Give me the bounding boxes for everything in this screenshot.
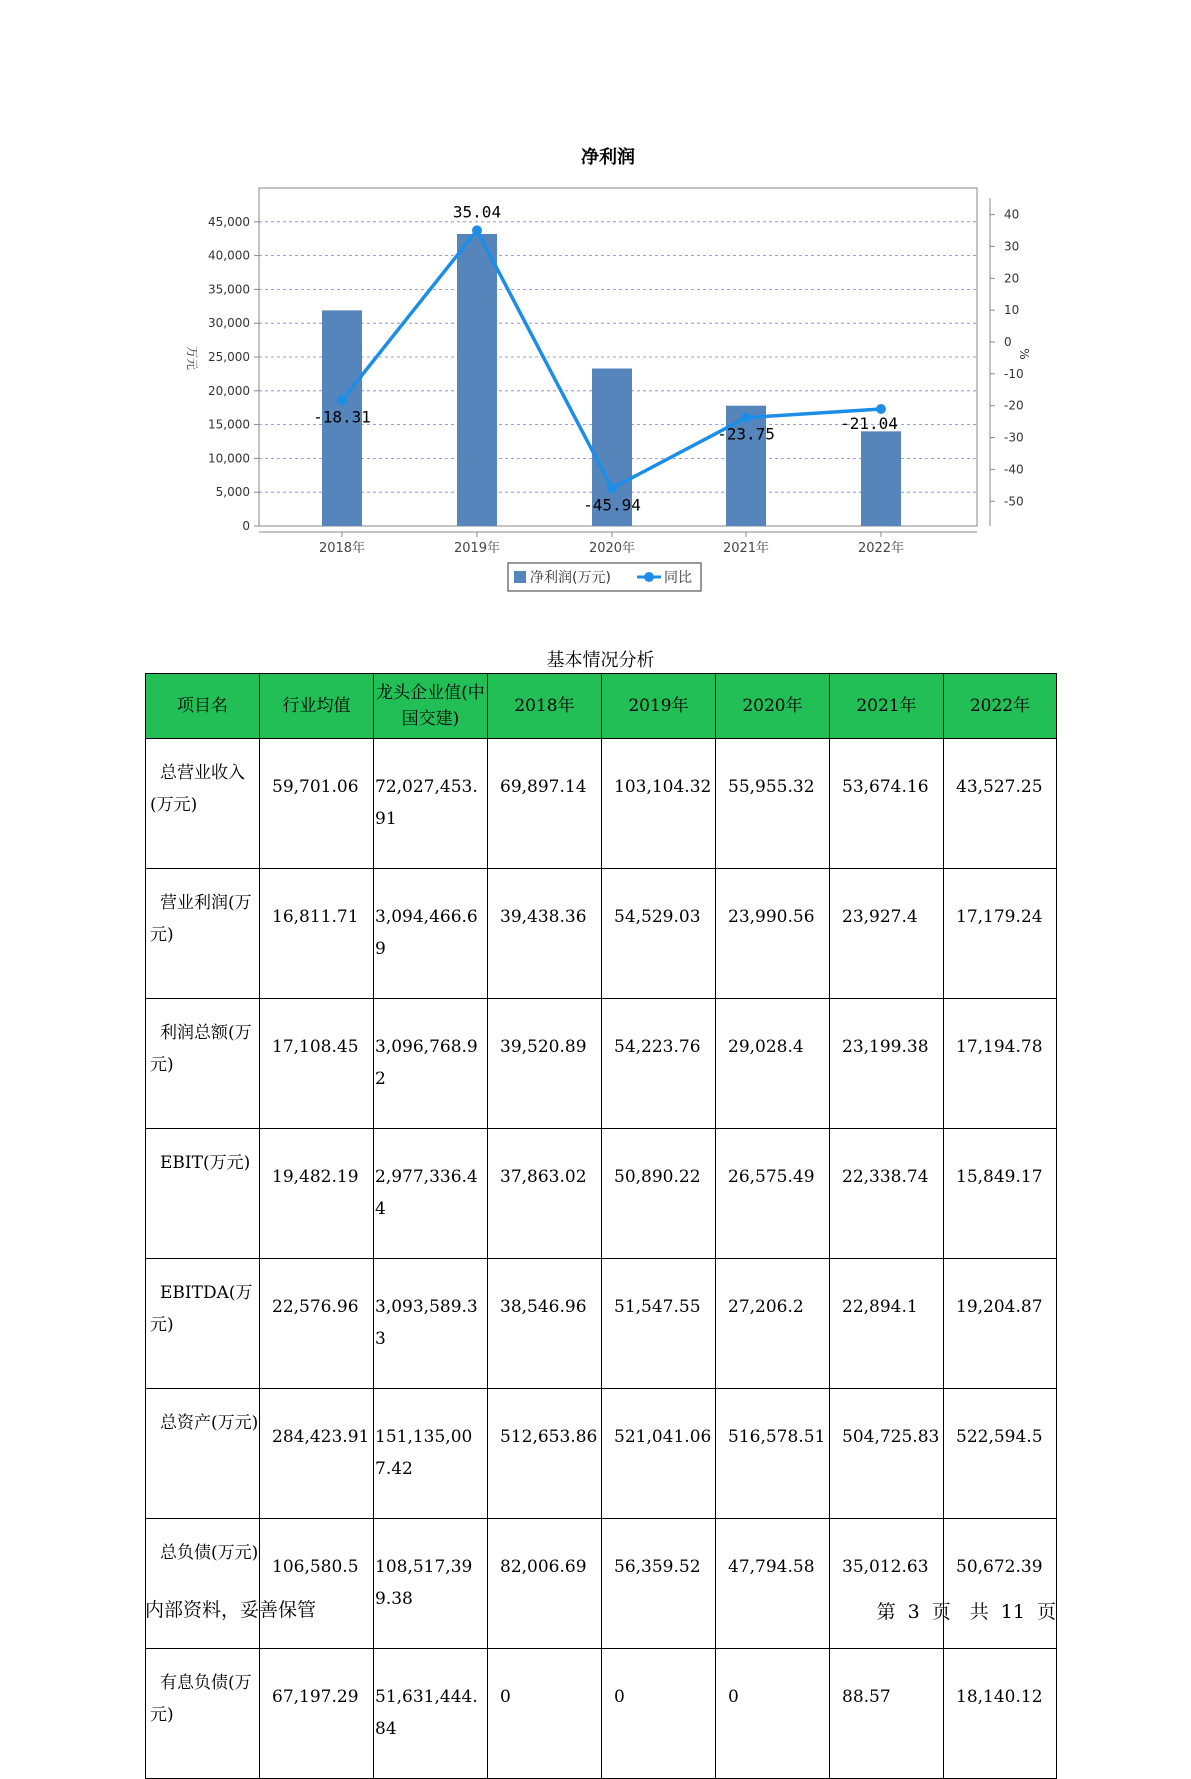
yoy-data-label: -18.31	[313, 407, 371, 427]
table-row	[146, 1129, 1057, 1259]
right-axis-tick-label: 30	[1004, 239, 1020, 254]
left-axis-tick-label: 15,000	[208, 417, 250, 432]
category-label: 2021年	[722, 541, 770, 556]
left-axis-tick-label: 35,000	[208, 282, 250, 297]
table-row	[146, 1519, 1057, 1649]
value-cell: 54,223.76	[602, 999, 716, 1129]
value-cell: 516,578.51	[716, 1389, 830, 1519]
value-cell: 103,104.32	[602, 739, 716, 869]
category-label: 2019年	[453, 541, 501, 556]
row-name-cell: 利润总额(万元)	[146, 999, 260, 1129]
value-cell: 69,897.14	[488, 739, 602, 869]
yoy-data-label: 35.04	[452, 202, 502, 222]
value-cell: 106,580.5	[260, 1519, 374, 1649]
value-cell: 43,527.25	[944, 739, 1057, 869]
yoy-data-label: -45.94	[583, 495, 641, 515]
value-cell: 67,197.29	[260, 1649, 374, 1779]
net-profit-chart	[0, 0, 1191, 600]
value-cell: 522,594.5	[944, 1389, 1057, 1519]
value-cell: 59,701.06	[260, 739, 374, 869]
value-cell: 17,108.45	[260, 999, 374, 1129]
right-axis-tick-label: -30	[1004, 430, 1024, 445]
table-row	[146, 999, 1057, 1129]
left-axis-tick-label: 45,000	[208, 214, 250, 229]
category-label: 2020年	[588, 541, 636, 556]
header-cell: 2019年	[602, 674, 716, 739]
value-cell: 512,653.86	[488, 1389, 602, 1519]
value-cell: 22,894.1	[830, 1259, 944, 1389]
value-cell: 37,863.02	[488, 1129, 602, 1259]
bar-net-profit	[457, 234, 497, 526]
left-axis-unit: 万元	[185, 345, 199, 371]
row-name-cell: 有息负债(万元)	[146, 1649, 260, 1779]
bar-net-profit	[861, 431, 901, 526]
value-cell: 27,206.2	[716, 1259, 830, 1389]
value-cell: 521,041.06	[602, 1389, 716, 1519]
right-axis-tick-label: -20	[1004, 398, 1024, 413]
row-name-cell: 总资产(万元)	[146, 1389, 260, 1519]
value-cell: 17,179.24	[944, 869, 1057, 999]
value-cell: 0	[488, 1649, 602, 1779]
value-cell: 17,194.78	[944, 999, 1057, 1129]
value-cell: 19,204.87	[944, 1259, 1057, 1389]
left-axis-tick-label: 10,000	[208, 451, 250, 466]
right-axis-tick-label: -50	[1004, 494, 1024, 509]
left-axis-tick-label: 20,000	[208, 383, 250, 398]
left-axis-tick-label: 40,000	[208, 248, 250, 263]
row-name-cell: EBIT(万元)	[146, 1129, 260, 1259]
value-cell: 3,096,768.92	[374, 999, 488, 1129]
chart-canvas	[0, 0, 1191, 600]
legend-line-label: 同比	[664, 570, 692, 586]
value-cell: 16,811.71	[260, 869, 374, 999]
right-axis-tick-label: -10	[1004, 366, 1024, 381]
footer-page-number: 第 3 页 共 11 页	[876, 1601, 1056, 1623]
header-cell: 项目名	[146, 674, 260, 739]
right-axis-tick-label: -40	[1004, 462, 1024, 477]
left-axis-tick-label: 25,000	[208, 350, 250, 364]
value-cell: 39,438.36	[488, 869, 602, 999]
value-cell: 504,725.83	[830, 1389, 944, 1519]
legend-bar-label: 净利润(万元)	[530, 570, 611, 586]
chart-title: 净利润	[581, 147, 635, 168]
value-cell: 284,423.91	[260, 1389, 374, 1519]
value-cell: 2,977,336.44	[374, 1129, 488, 1259]
right-axis-tick-label: 40	[1004, 207, 1020, 222]
table-caption: 基本情况分析	[546, 650, 655, 671]
row-name-cell: 营业利润(万元)	[146, 869, 260, 999]
header-cell: 2021年	[830, 674, 944, 739]
header-cell: 2022年	[944, 674, 1057, 739]
value-cell: 50,672.39	[944, 1519, 1057, 1649]
row-name-cell: EBITDA(万元)	[146, 1259, 260, 1389]
value-cell: 0	[716, 1649, 830, 1779]
value-cell: 39,520.89	[488, 999, 602, 1129]
left-axis-tick-label: 0	[242, 519, 250, 533]
value-cell: 15,849.17	[944, 1129, 1057, 1259]
value-cell: 22,576.96	[260, 1259, 374, 1389]
value-cell: 54,529.03	[602, 869, 716, 999]
value-cell: 23,927.4	[830, 869, 944, 999]
value-cell: 22,338.74	[830, 1129, 944, 1259]
value-cell: 72,027,453.91	[374, 739, 488, 869]
yoy-point	[607, 483, 617, 493]
row-name-cell: 总负债(万元)	[146, 1519, 260, 1649]
value-cell: 26,575.49	[716, 1129, 830, 1259]
category-label: 2022年	[857, 541, 905, 556]
value-cell: 38,546.96	[488, 1259, 602, 1389]
table-row	[146, 1389, 1057, 1519]
footer-confidential-note: 内部资料，妥善保管	[145, 1599, 317, 1621]
value-cell: 35,012.63	[830, 1519, 944, 1649]
value-cell: 0	[602, 1649, 716, 1779]
yoy-point	[876, 404, 886, 414]
table-row	[146, 1649, 1057, 1779]
header-cell: 2018年	[488, 674, 602, 739]
right-axis-tick-label: 0	[1004, 335, 1012, 349]
right-axis-unit: %	[1017, 348, 1031, 360]
table-row	[146, 1259, 1057, 1389]
value-cell: 18,140.12	[944, 1649, 1057, 1779]
left-axis-tick-label: 5,000	[215, 485, 250, 500]
table-header-row	[146, 674, 1057, 739]
left-axis-tick-label: 30,000	[208, 316, 250, 331]
yoy-point	[472, 225, 482, 235]
category-label: 2018年	[318, 541, 366, 556]
value-cell: 88.57	[830, 1649, 944, 1779]
value-cell: 51,631,444.84	[374, 1649, 488, 1779]
value-cell: 3,094,466.69	[374, 869, 488, 999]
value-cell: 3,093,589.33	[374, 1259, 488, 1389]
right-axis-tick-label: 10	[1004, 303, 1020, 318]
value-cell: 82,006.69	[488, 1519, 602, 1649]
value-cell: 55,955.32	[716, 739, 830, 869]
value-cell: 19,482.19	[260, 1129, 374, 1259]
yoy-data-label: -23.75	[717, 424, 775, 444]
value-cell: 151,135,007.42	[374, 1389, 488, 1519]
table-row	[146, 869, 1057, 999]
value-cell: 47,794.58	[716, 1519, 830, 1649]
yoy-point	[741, 413, 751, 423]
yoy-point	[337, 395, 347, 405]
header-cell: 2020年	[716, 674, 830, 739]
value-cell: 23,199.38	[830, 999, 944, 1129]
value-cell: 53,674.16	[830, 739, 944, 869]
table-row	[146, 739, 1057, 869]
header-cell: 龙头企业值(中国交建)	[374, 674, 488, 739]
yoy-data-label: -21.04	[840, 414, 898, 434]
legend-line-marker	[644, 572, 654, 582]
value-cell: 50,890.22	[602, 1129, 716, 1259]
right-axis-tick-label: 20	[1004, 271, 1020, 286]
value-cell: 51,547.55	[602, 1259, 716, 1389]
header-cell: 行业均值	[260, 674, 374, 739]
value-cell: 108,517,399.38	[374, 1519, 488, 1649]
value-cell: 29,028.4	[716, 999, 830, 1129]
legend-bar-swatch	[514, 571, 526, 583]
value-cell: 23,990.56	[716, 869, 830, 999]
value-cell: 56,359.52	[602, 1519, 716, 1649]
row-name-cell: 总营业收入(万元)	[146, 739, 260, 869]
